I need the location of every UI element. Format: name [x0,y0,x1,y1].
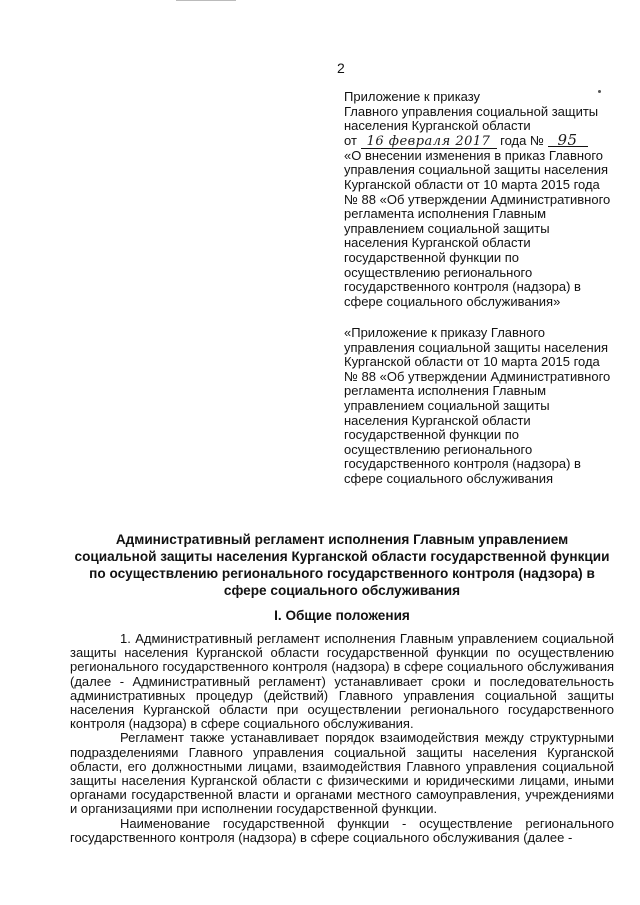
document-title: Административный регламент исполнения Главным управлением социальной защиты населения Курганской области государственной функции по осуществлению регионального государственного контроля (надзора) в сфере социального обслуживания [74,532,610,598]
annex-line: Приложение к приказу [344,89,481,104]
paragraph: 1. Административный регламент исполнения Главным управлением социальной защиты населения Курганской области государственной функции по осуществлению регионального государственного контроля (надзора) в сфере социального обслуживания (далее - Административный регламент) устанавливает сроки и последовательность административных процедур (действий) Главного управления социальной защиты населения Курганской области при осуществлении регионального государственного контроля (надзора) в сфере социального обслуживания. [70,631,614,732]
section-title: I. Общие положения [274,608,410,623]
annex-original-text: «Приложение к приказу Главного управления социальной защиты населения Курганской области от 10 марта 2015 года № 88 «Об утверждении Административного регламента исполнения Главным управлением социальной защиты населения Курганской области государственной функции по осуществлению регионального государственного контроля (надзора) в сфере социального обслуживания [344,325,611,486]
body-text [70,632,614,845]
handwritten-number: 95 [548,134,588,147]
annex-current-order [344,90,616,309]
date-prefix: от [344,132,357,148]
annex-original-order [344,326,616,487]
paragraph: Регламент также устанавливает порядок взаимодействия между структурными подразделениями Главного управления социальной защиты населения Курганской области, его должностными лицами, взаимодействия Главного управления социальной защиты населения Курганской области с физическими и юридическими лицами, иными органами государственной власти и органами местного самоуправления, учреждениями и организациями при исполнении государственной функции. [70,730,614,817]
number-prefix: года № [500,132,544,148]
annex-line: населения Курганской области [344,118,531,134]
scan-artifact [176,0,236,1]
page-number: 2 [337,60,345,76]
annex-date-line [344,130,616,149]
annex-current-body: «О внесении изменения в приказ Главного управления социальной защиты населения Курганской области от 10 марта 2015 года № 88 «Об утверждении Административного регламента исполнения Главным управлением социальной защиты населения Курганской области государственной функции по осуществлению регионального государственного контроля (надзора) в сфере социального обслуживания» [344,147,611,309]
annex-line: Главного управления социальной защиты [344,103,599,119]
handwritten-date: 16 февраля 2017 [361,136,497,149]
paragraph: Наименование государственной функции - осуществление регионального государственного контроля (надзора) в сфере социального обслуживания (далее - [70,815,614,845]
